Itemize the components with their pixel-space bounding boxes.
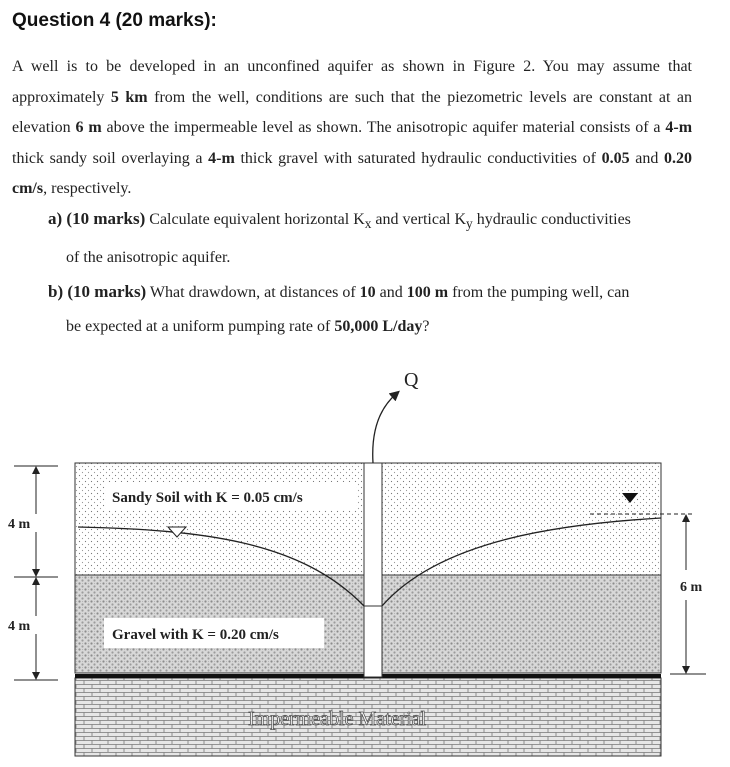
- part-b-text-2: and: [375, 284, 407, 302]
- part-a-text-3: hydraulic conductivities: [472, 211, 631, 228]
- part-a-sub-x: x: [364, 216, 372, 232]
- intro-bold-distance: 5 km: [110, 88, 148, 106]
- part-b-text-5: ?: [422, 318, 430, 336]
- part-a-text-1: Calculate equivalent horizontal K: [145, 211, 365, 228]
- aquifer-diagram: [0, 360, 730, 762]
- intro-bold-k-sand: 0.05: [601, 149, 630, 167]
- intro-bold-gravel-thickness: 4-m: [208, 149, 235, 167]
- part-b-text-3: from the pumping well, can: [448, 284, 630, 302]
- part-b-text-4: be expected at a uniform pumping rate of: [66, 318, 335, 336]
- figure-2: [0, 360, 730, 762]
- part-a: [48, 202, 694, 275]
- part-b-bold-100m: 100 m: [406, 284, 449, 302]
- part-a-text-2: and vertical K: [371, 211, 467, 228]
- intro-bold-k-gravel: 0.20 cm/s: [12, 149, 693, 197]
- dim-left-top-label: 4 m: [8, 517, 31, 532]
- intro-bold-elevation: 6 m: [75, 119, 102, 136]
- intro-text-5: thick gravel with saturated hydraulic conductivities of: [234, 149, 602, 167]
- part-b: [48, 275, 694, 344]
- part-a-sub-y: y: [466, 216, 473, 232]
- intro-text-2: from the well, conditions are such that the piezometric levels are constant at an elevation: [12, 88, 692, 136]
- intro-text-7: , respectively.: [43, 180, 132, 197]
- pumping-well: [364, 463, 382, 677]
- intro-text-1: A well is to be developed in an unconfined aquifer as shown in Figure 2. You may assume that approximately: [12, 58, 692, 106]
- question-intro: [12, 52, 692, 205]
- question-title: Question 4 (20 marks):: [12, 10, 217, 31]
- part-a-label: a) (10 marks): [48, 209, 146, 228]
- intro-text-3: above the impermeable level as shown. The anisotropic aquifer material consists of a: [101, 119, 666, 136]
- part-a-text-4: of the anisotropic aquifer.: [66, 249, 231, 267]
- gravel-label: Gravel with K = 0.20 cm/s: [112, 627, 279, 643]
- part-b-text-1: What drawdown, at distances of: [146, 284, 360, 302]
- intro-text-4: thick sandy soil overlaying a: [12, 149, 209, 167]
- discharge-label: Q: [404, 369, 419, 391]
- part-b-bold-rate: 50,000 L/day: [334, 318, 423, 336]
- part-b-bold-10: 10: [359, 284, 376, 302]
- question-parts: [48, 202, 694, 344]
- part-b-label: b) (10 marks): [48, 282, 147, 302]
- sandy-soil-label: Sandy Soil with K = 0.05 cm/s: [112, 490, 303, 506]
- dim-left-bottom-label: 4 m: [8, 619, 31, 634]
- discharge-arrow: [373, 394, 396, 463]
- intro-bold-sand-thickness: 4-m: [665, 119, 693, 136]
- intro-text-6: and: [629, 149, 665, 167]
- impermeable-label: Impermeable Material: [248, 708, 427, 730]
- dim-right-label: 6 m: [680, 580, 703, 595]
- part-b-line-2: [48, 310, 694, 344]
